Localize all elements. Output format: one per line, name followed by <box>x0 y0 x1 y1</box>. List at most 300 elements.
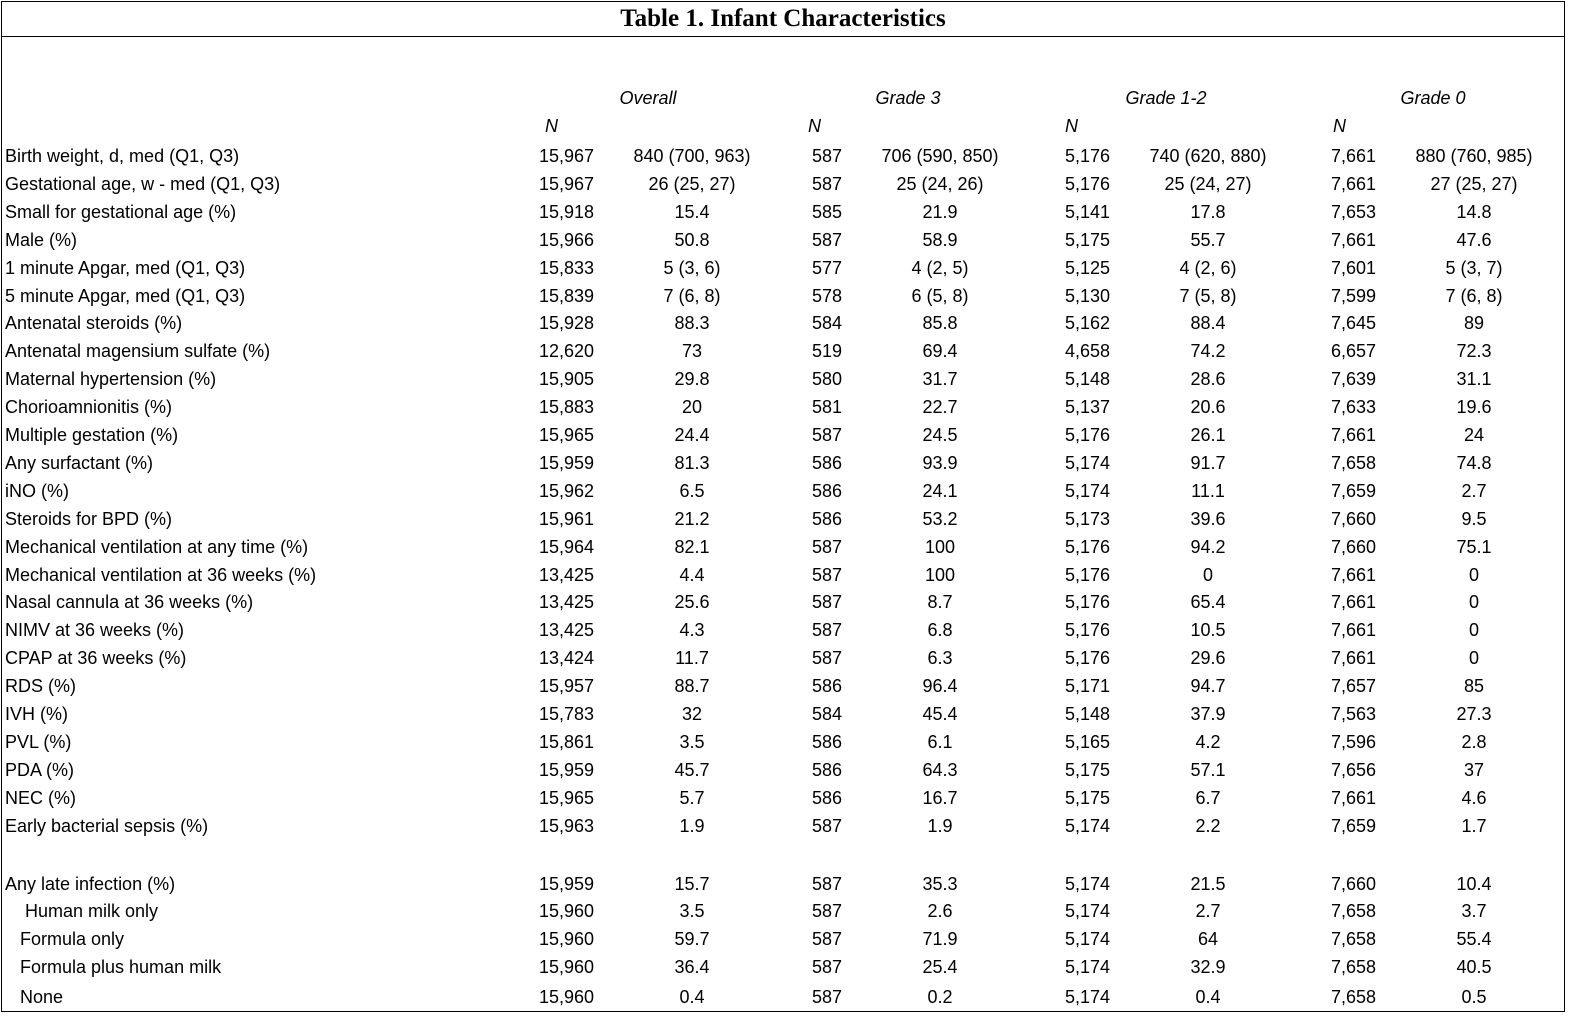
cell-grade3-n: 587 <box>811 901 842 922</box>
cell-grade3-n: 587 <box>811 592 842 613</box>
cell-grade12-value: 0 <box>1202 564 1213 585</box>
cell-grade3-value: 31.7 <box>922 369 958 390</box>
cell-overall-value: 3.5 <box>679 901 705 922</box>
cell-grade3-value: 21.9 <box>922 201 958 222</box>
cell-overall-value: 25.6 <box>674 592 710 613</box>
cell-grade12-value: 17.8 <box>1190 201 1226 222</box>
cell-grade3-n: 587 <box>811 648 842 669</box>
cell-grade3-n: 587 <box>811 425 842 445</box>
cell-overall-value: 4.3 <box>679 620 705 641</box>
cell-grade12-n: 5,175 <box>1064 229 1110 250</box>
row-label: RDS (%) <box>5 676 76 697</box>
cell-overall-value: 3.5 <box>679 731 705 752</box>
cell-overall-value: 5.7 <box>679 787 705 808</box>
cell-overall-n: 15,961 <box>538 508 594 529</box>
cell-grade12-value: 0.4 <box>1195 987 1221 1008</box>
cell-grade3-value: 100 <box>924 536 956 557</box>
cell-grade3-value: 6.1 <box>927 731 953 752</box>
title-bar <box>2 2 1564 37</box>
cell-grade0-value: 5 (3, 7) <box>1445 257 1503 278</box>
table-row <box>2 562 1564 590</box>
cell-grade0-value: 85 <box>1463 676 1485 697</box>
cell-grade0-value: 27 (25, 27) <box>1430 173 1518 194</box>
cell-grade0-value: 24 <box>1463 425 1485 445</box>
cell-overall-value: 5 (3, 6) <box>663 257 721 278</box>
cell-grade12-value: 94.7 <box>1190 676 1226 697</box>
cell-grade0-value: 3.7 <box>1461 901 1487 922</box>
cell-grade0-value: 40.5 <box>1456 957 1492 978</box>
row-label: Maternal hypertension (%) <box>5 369 217 390</box>
cell-grade12-value: 94.2 <box>1190 536 1226 557</box>
cell-grade3-n: 577 <box>811 257 842 278</box>
table-row <box>2 785 1564 813</box>
row-label: Human milk only <box>25 901 159 922</box>
cell-grade0-value: 1.7 <box>1461 815 1487 836</box>
row-label: NEC (%) <box>5 787 76 808</box>
cell-grade0-value: 880 (760, 985) <box>1415 146 1533 166</box>
cell-grade3-value: 64.3 <box>922 759 958 780</box>
cell-overall-n: 15,960 <box>538 987 594 1008</box>
cell-grade3-value: 24.1 <box>922 480 958 501</box>
cell-grade0-n: 7,659 <box>1330 480 1376 501</box>
row-label: CPAP at 36 weeks (%) <box>5 648 187 669</box>
cell-grade12-n: 5,174 <box>1064 452 1110 473</box>
table-row <box>2 394 1564 422</box>
cell-grade0-value: 19.6 <box>1456 397 1492 418</box>
table-row <box>2 984 1564 1012</box>
cell-grade3-n: 587 <box>811 146 842 166</box>
cell-grade12-value: 57.1 <box>1190 759 1226 780</box>
cell-grade12-value: 6.7 <box>1195 787 1221 808</box>
cell-grade12-n: 5,171 <box>1064 676 1110 697</box>
cell-grade12-value: 29.6 <box>1190 648 1226 669</box>
cell-overall-value: 21.2 <box>674 508 710 529</box>
cell-grade12-value: 55.7 <box>1190 229 1226 250</box>
row-label: Steroids for BPD (%) <box>5 508 173 529</box>
cell-overall-n: 15,965 <box>538 425 594 445</box>
cell-grade0-value: 89 <box>1463 313 1485 334</box>
cell-grade3-value: 1.9 <box>927 815 953 836</box>
cell-grade12-n: 5,176 <box>1064 536 1110 557</box>
table-row <box>2 757 1564 785</box>
cell-grade12-value: 740 (620, 880) <box>1149 146 1267 166</box>
cell-grade0-value: 47.6 <box>1456 229 1492 250</box>
cell-grade0-n: 7,645 <box>1330 313 1376 334</box>
cell-grade3-value: 22.7 <box>922 397 958 418</box>
cell-grade3-n: 581 <box>811 397 842 418</box>
cell-grade3-value: 53.2 <box>922 508 958 529</box>
table-row <box>2 506 1564 534</box>
cell-grade3-n: 587 <box>811 564 842 585</box>
cell-overall-value: 88.3 <box>674 313 710 334</box>
cell-grade12-n: 5,175 <box>1064 759 1110 780</box>
cell-grade0-value: 55.4 <box>1456 929 1492 950</box>
cell-grade12-value: 39.6 <box>1190 508 1226 529</box>
cell-grade0-n: 7,659 <box>1330 815 1376 836</box>
cell-overall-n: 15,963 <box>538 815 594 836</box>
cell-grade0-value: 0.5 <box>1461 987 1487 1008</box>
cell-grade3-n: 586 <box>811 452 842 473</box>
cell-grade3-value: 16.7 <box>922 787 958 808</box>
cell-grade12-value: 7 (5, 8) <box>1179 285 1237 306</box>
cell-grade3-value: 0.2 <box>927 987 953 1008</box>
table-row <box>2 338 1564 366</box>
cell-overall-n: 13,425 <box>538 564 594 585</box>
cell-grade3-value: 6.3 <box>927 648 953 669</box>
cell-grade0-n: 7,661 <box>1330 173 1376 194</box>
cell-overall-value: 4.4 <box>679 564 705 585</box>
row-label: Birth weight, d, med (Q1, Q3) <box>5 146 240 166</box>
cell-grade3-value: 100 <box>924 564 956 585</box>
cell-grade3-n: 586 <box>811 731 842 752</box>
cell-overall-value: 24.4 <box>674 425 710 445</box>
cell-overall-value: 840 (700, 963) <box>633 146 751 166</box>
cell-grade3-n: 586 <box>811 508 842 529</box>
cell-overall-value: 29.8 <box>674 369 710 390</box>
cell-grade3-n: 578 <box>811 285 842 306</box>
cell-grade0-n: 7,661 <box>1330 229 1376 250</box>
cell-grade3-n: 587 <box>811 173 842 194</box>
cell-overall-n: 15,959 <box>538 452 594 473</box>
cell-overall-n: 15,964 <box>538 536 594 557</box>
table-title: Table 1. Infant Characteristics <box>620 5 946 32</box>
cell-grade0-n: 7,658 <box>1330 452 1376 473</box>
row-label: 5 minute Apgar, med (Q1, Q3) <box>5 285 246 306</box>
row-label: Any surfactant (%) <box>5 452 154 473</box>
cell-grade0-n: 7,661 <box>1330 620 1376 641</box>
cell-grade3-value: 25.4 <box>922 957 958 978</box>
cell-overall-value: 88.7 <box>674 676 710 697</box>
cell-grade12-value: 4.2 <box>1195 731 1221 752</box>
cell-grade3-value: 45.4 <box>922 704 958 724</box>
cell-grade0-n: 7,601 <box>1330 257 1376 278</box>
cell-overall-n: 15,833 <box>538 257 594 278</box>
cell-overall-n: 15,957 <box>538 676 594 697</box>
row-label: 1 minute Apgar, med (Q1, Q3) <box>5 257 246 278</box>
table-row <box>2 645 1564 673</box>
cell-grade12-value: 11.1 <box>1191 480 1225 501</box>
cell-grade3-value: 24.5 <box>922 425 958 445</box>
cell-overall-value: 50.8 <box>674 229 710 250</box>
table-row <box>2 255 1564 283</box>
cell-grade12-value: 20.6 <box>1190 397 1226 418</box>
cell-grade0-n: 7,661 <box>1330 592 1376 613</box>
cell-grade3-value: 4 (2, 5) <box>911 257 969 278</box>
n-header-grade-1-2: N <box>1065 116 1078 136</box>
row-label: Formula only <box>20 929 125 950</box>
cell-grade12-value: 4 (2, 6) <box>1179 257 1237 278</box>
cell-overall-value: 15.7 <box>674 873 710 894</box>
cell-grade0-value: 72.3 <box>1456 341 1492 362</box>
cell-overall-n: 15,962 <box>538 480 594 501</box>
cell-overall-n: 15,861 <box>538 731 594 752</box>
row-label: PDA (%) <box>5 759 75 780</box>
table-row <box>2 283 1564 311</box>
cell-grade3-n: 587 <box>811 957 842 978</box>
cell-grade12-n: 5,176 <box>1064 146 1110 166</box>
cell-grade3-n: 586 <box>811 480 842 501</box>
cell-overall-value: 32 <box>681 704 703 724</box>
cell-overall-n: 15,905 <box>538 369 594 390</box>
cell-grade3-value: 25 (24, 26) <box>896 173 984 194</box>
table-row <box>2 171 1564 199</box>
table-row <box>2 199 1564 227</box>
table-row <box>2 143 1564 171</box>
row-label: Chorioamnionitis (%) <box>5 397 173 418</box>
cell-overall-n: 15,783 <box>538 704 594 724</box>
column-group-grade-1-2: Grade 1-2 <box>1125 88 1207 108</box>
cell-overall-n: 15,965 <box>538 787 594 808</box>
n-header-grade-0: N <box>1333 116 1346 136</box>
cell-overall-n: 15,967 <box>538 173 594 194</box>
cell-overall-n: 13,425 <box>538 592 594 613</box>
cell-grade3-value: 96.4 <box>922 676 958 697</box>
cell-grade3-n: 587 <box>811 620 842 641</box>
cell-grade3-value: 85.8 <box>922 313 958 334</box>
cell-grade12-n: 5,176 <box>1064 564 1110 585</box>
cell-grade0-value: 10.4 <box>1456 873 1492 894</box>
row-label: Gestational age, w - med (Q1, Q3) <box>5 173 281 194</box>
cell-grade3-n: 586 <box>811 676 842 697</box>
cell-grade3-n: 584 <box>811 313 842 334</box>
cell-grade0-n: 7,599 <box>1330 285 1376 306</box>
cell-grade12-value: 25 (24, 27) <box>1164 173 1252 194</box>
cell-grade3-n: 580 <box>811 369 842 390</box>
cell-grade0-n: 7,639 <box>1330 369 1376 390</box>
cell-grade12-n: 5,174 <box>1064 901 1110 922</box>
table-row <box>2 954 1564 982</box>
cell-grade12-value: 37.9 <box>1190 704 1226 724</box>
cell-grade12-n: 5,174 <box>1064 873 1110 894</box>
cell-overall-value: 11.7 <box>675 648 709 669</box>
cell-grade3-value: 6 (5, 8) <box>911 285 969 306</box>
cell-grade0-value: 9.5 <box>1461 508 1487 529</box>
cell-overall-n: 13,424 <box>538 648 594 669</box>
cell-grade12-n: 5,174 <box>1064 929 1110 950</box>
row-label: Formula plus human milk <box>20 957 222 978</box>
cell-grade12-n: 5,174 <box>1064 957 1110 978</box>
cell-grade12-n: 5,125 <box>1064 257 1110 278</box>
cell-grade0-n: 7,661 <box>1330 425 1376 445</box>
cell-overall-n: 15,960 <box>538 929 594 950</box>
cell-grade0-n: 7,658 <box>1330 901 1376 922</box>
cell-grade12-n: 5,130 <box>1064 285 1110 306</box>
row-label: Antenatal magensium sulfate (%) <box>5 341 271 362</box>
table-row <box>2 673 1564 701</box>
table-row <box>2 450 1564 478</box>
row-label: Nasal cannula at 36 weeks (%) <box>5 592 254 613</box>
cell-grade0-n: 7,661 <box>1330 146 1376 166</box>
row-label: iNO (%) <box>5 480 69 501</box>
cell-grade3-value: 58.9 <box>922 229 958 250</box>
cell-grade3-n: 585 <box>811 201 842 222</box>
cell-overall-n: 15,959 <box>538 759 594 780</box>
cell-grade0-value: 2.8 <box>1461 731 1487 752</box>
row-label: NIMV at 36 weeks (%) <box>5 620 185 641</box>
cell-grade0-n: 7,633 <box>1330 397 1376 418</box>
cell-grade3-n: 587 <box>811 815 842 836</box>
cell-overall-n: 15,959 <box>538 873 594 894</box>
cell-overall-n: 15,918 <box>538 201 594 222</box>
cell-grade12-value: 65.4 <box>1190 592 1226 613</box>
cell-grade12-n: 5,174 <box>1064 480 1110 501</box>
cell-grade0-value: 27.3 <box>1456 704 1492 724</box>
row-label: None <box>20 987 64 1008</box>
cell-grade12-value: 88.4 <box>1190 313 1226 334</box>
cell-grade12-n: 5,174 <box>1064 987 1110 1008</box>
cell-overall-value: 6.5 <box>679 480 705 501</box>
cell-grade3-n: 587 <box>811 536 842 557</box>
cell-grade12-value: 2.7 <box>1195 901 1221 922</box>
cell-grade12-value: 26.1 <box>1190 425 1226 445</box>
cell-overall-n: 15,928 <box>538 313 594 334</box>
cell-grade0-n: 7,660 <box>1330 536 1376 557</box>
cell-grade0-value: 74.8 <box>1456 452 1492 473</box>
cell-grade12-n: 5,165 <box>1064 731 1110 752</box>
cell-grade12-n: 5,148 <box>1064 704 1110 724</box>
cell-overall-value: 15.4 <box>674 201 710 222</box>
cell-overall-value: 36.4 <box>674 957 710 978</box>
n-header-grade-3: N <box>808 116 821 136</box>
cell-grade0-n: 7,658 <box>1330 987 1376 1008</box>
row-label: Mechanical ventilation at any time (%) <box>5 536 309 557</box>
cell-grade12-n: 5,173 <box>1064 508 1110 529</box>
cell-grade0-n: 7,658 <box>1330 929 1376 950</box>
cell-grade3-n: 586 <box>811 759 842 780</box>
cell-overall-value: 59.7 <box>674 929 710 950</box>
table-row <box>2 729 1564 757</box>
column-group-grade-3: Grade 3 <box>875 88 941 108</box>
cell-grade3-value: 706 (590, 850) <box>881 146 999 166</box>
cell-grade12-value: 32.9 <box>1190 957 1226 978</box>
table-row <box>2 701 1564 729</box>
table-row <box>2 534 1564 562</box>
cell-overall-n: 15,839 <box>538 285 594 306</box>
cell-grade0-n: 7,661 <box>1330 787 1376 808</box>
table-row <box>2 589 1564 617</box>
column-group-grade-0: Grade 0 <box>1400 88 1466 108</box>
table-row <box>2 366 1564 394</box>
cell-grade12-n: 5,141 <box>1064 201 1110 222</box>
row-label: Antenatal steroids (%) <box>5 313 183 334</box>
cell-grade3-n: 519 <box>811 341 842 362</box>
table-row <box>2 478 1564 506</box>
table-row <box>2 813 1564 841</box>
cell-grade12-n: 5,175 <box>1064 787 1110 808</box>
cell-grade0-n: 7,661 <box>1330 648 1376 669</box>
cell-grade0-value: 7 (6, 8) <box>1445 285 1503 306</box>
row-label: PVL (%) <box>5 731 72 752</box>
cell-grade12-value: 64 <box>1197 929 1219 950</box>
row-label: IVH (%) <box>5 704 68 724</box>
table-row <box>2 617 1564 645</box>
cell-grade0-value: 0 <box>1468 564 1479 585</box>
cell-grade3-n: 587 <box>811 873 842 894</box>
cell-overall-value: 26 (25, 27) <box>648 173 736 194</box>
cell-grade3-n: 584 <box>811 704 842 724</box>
cell-grade3-value: 2.6 <box>927 901 953 922</box>
row-label: Any late infection (%) <box>5 873 176 894</box>
cell-grade0-n: 7,661 <box>1330 564 1376 585</box>
row-label: Small for gestational age (%) <box>5 201 237 222</box>
cell-grade0-n: 7,596 <box>1330 731 1376 752</box>
table-frame <box>1 1 1565 1012</box>
cell-grade3-n: 587 <box>811 229 842 250</box>
cell-grade0-value: 0 <box>1468 620 1479 641</box>
cell-grade12-value: 2.2 <box>1195 815 1221 836</box>
table-row <box>2 898 1564 926</box>
cell-grade0-value: 4.6 <box>1461 787 1487 808</box>
cell-grade12-value: 28.6 <box>1190 369 1226 390</box>
column-group-overall: Overall <box>619 88 677 108</box>
cell-grade0-value: 14.8 <box>1456 201 1492 222</box>
cell-grade0-value: 31.1 <box>1456 369 1492 390</box>
cell-grade12-n: 5,176 <box>1064 592 1110 613</box>
row-label: Mechanical ventilation at 36 weeks (%) <box>5 564 317 585</box>
table-row <box>2 926 1564 954</box>
cell-grade12-n: 5,174 <box>1064 815 1110 836</box>
cell-grade3-n: 587 <box>811 987 842 1008</box>
cell-grade0-value: 2.7 <box>1461 480 1487 501</box>
cell-grade0-n: 7,563 <box>1330 704 1376 724</box>
cell-grade0-n: 7,660 <box>1330 873 1376 894</box>
cell-overall-n: 15,967 <box>538 146 594 166</box>
table-row <box>2 310 1564 338</box>
cell-overall-n: 12,620 <box>538 341 594 362</box>
cell-overall-value: 7 (6, 8) <box>663 285 721 306</box>
cell-grade0-value: 0 <box>1468 648 1479 669</box>
row-label: Early bacterial sepsis (%) <box>5 815 209 836</box>
cell-grade12-n: 5,176 <box>1064 173 1110 194</box>
cell-overall-n: 15,883 <box>538 397 594 418</box>
table-row <box>2 227 1564 255</box>
cell-grade3-value: 35.3 <box>922 873 958 894</box>
cell-grade0-n: 7,656 <box>1330 759 1376 780</box>
cell-grade0-n: 7,657 <box>1330 676 1376 697</box>
cell-grade3-value: 6.8 <box>927 620 953 641</box>
cell-grade0-value: 75.1 <box>1456 536 1492 557</box>
cell-grade0-n: 6,657 <box>1330 341 1376 362</box>
row-label: Multiple gestation (%) <box>5 425 179 445</box>
cell-overall-value: 1.9 <box>679 815 705 836</box>
cell-overall-n: 15,960 <box>538 957 594 978</box>
cell-overall-n: 15,966 <box>538 229 594 250</box>
row-label: Male (%) <box>5 229 78 250</box>
cell-overall-value: 45.7 <box>674 759 710 780</box>
cell-overall-n: 15,960 <box>538 901 594 922</box>
cell-overall-value: 0.4 <box>679 987 705 1008</box>
cell-grade12-n: 5,176 <box>1064 620 1110 641</box>
cell-grade12-n: 5,176 <box>1064 425 1110 445</box>
cell-grade3-n: 586 <box>811 787 842 808</box>
cell-grade3-value: 69.4 <box>922 341 958 362</box>
cell-overall-value: 82.1 <box>674 536 710 557</box>
cell-grade12-n: 5,176 <box>1064 648 1110 669</box>
table-row <box>2 422 1564 450</box>
cell-grade12-value: 21.5 <box>1190 873 1226 894</box>
cell-grade3-n: 587 <box>811 929 842 950</box>
cell-grade0-n: 7,658 <box>1330 957 1376 978</box>
table-row <box>2 871 1564 899</box>
cell-grade3-value: 93.9 <box>922 452 958 473</box>
cell-grade0-n: 7,653 <box>1330 201 1376 222</box>
cell-grade12-value: 74.2 <box>1190 341 1226 362</box>
cell-grade12-value: 10.5 <box>1190 620 1226 641</box>
cell-overall-n: 13,425 <box>538 620 594 641</box>
cell-overall-value: 81.3 <box>674 452 710 473</box>
cell-grade3-value: 8.7 <box>927 592 953 613</box>
n-header-overall: N <box>545 116 558 136</box>
